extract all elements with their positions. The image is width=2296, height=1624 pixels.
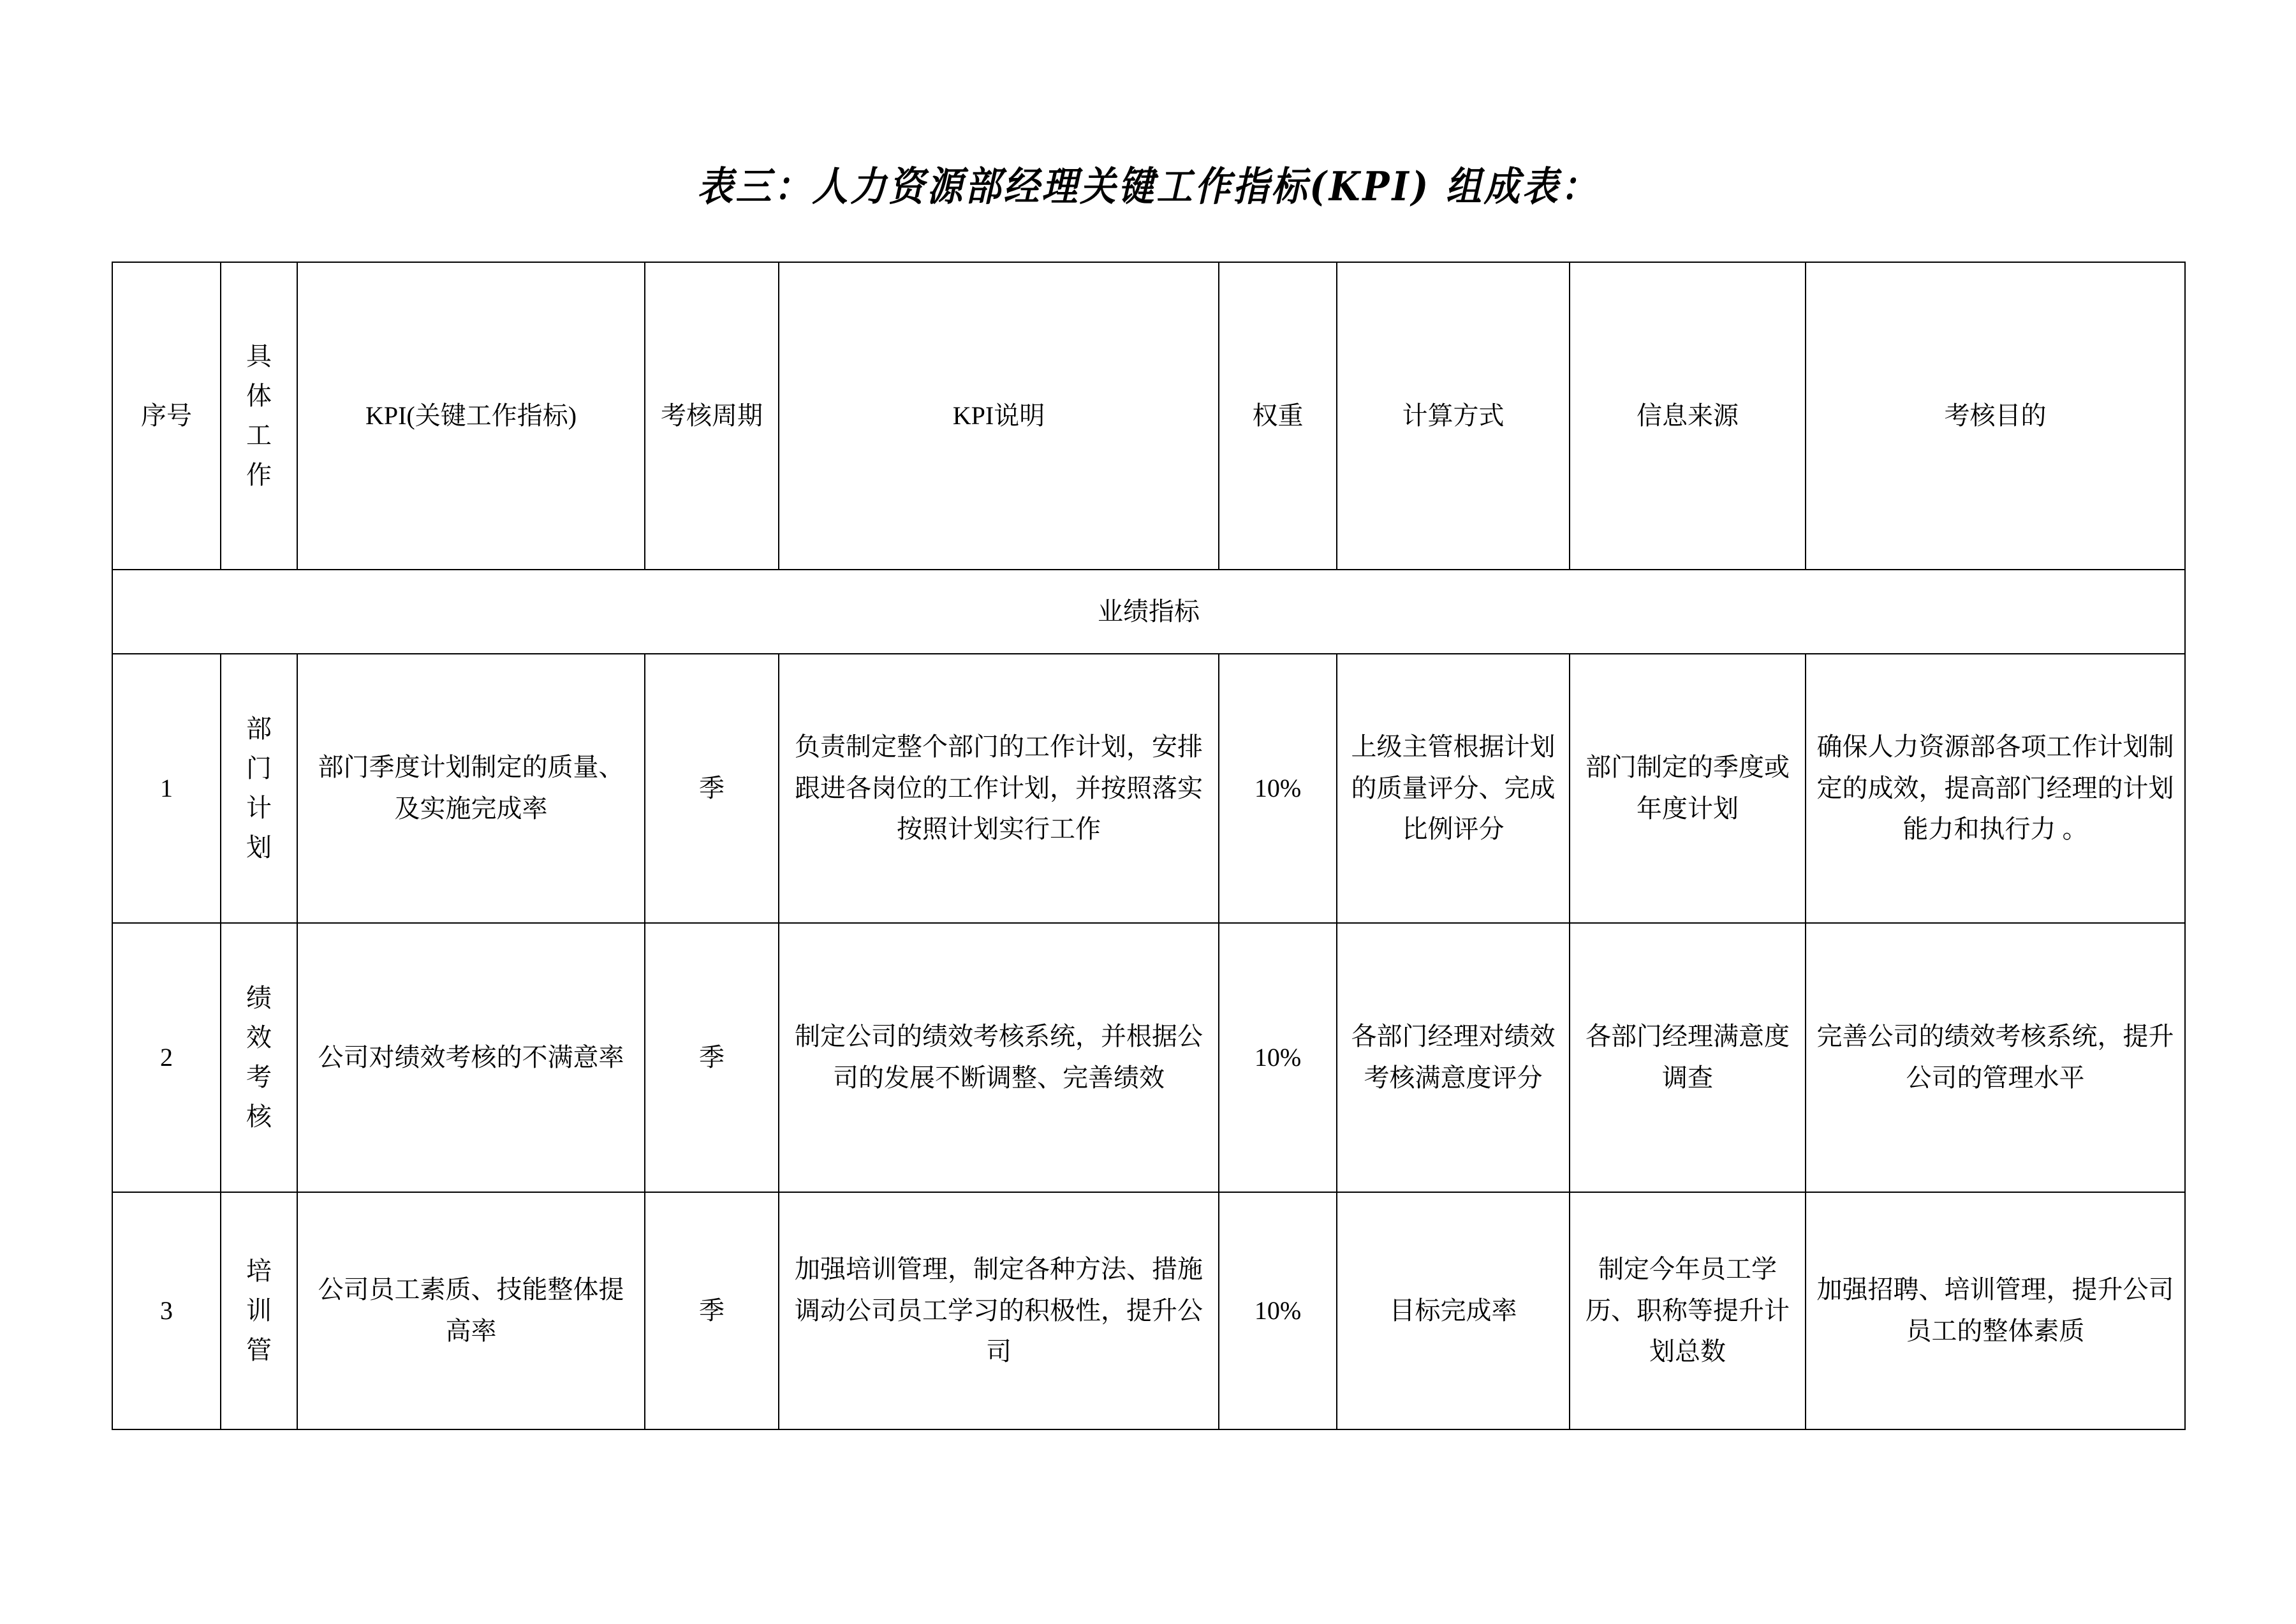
cell-weight: 10% [1219, 654, 1337, 923]
cell-work [221, 1192, 297, 1429]
cell-cycle: 季 [645, 1192, 779, 1429]
cell-purpose: 确保人力资源部各项工作计划制定的成效，提高部门经理的计划能力和执行力 。 [1806, 654, 2185, 923]
cell-source: 部门制定的季度或年度计划 [1570, 654, 1806, 923]
page-title: 表三：人力资源部经理关键工作指标(KPI) 组成表： [697, 163, 1599, 210]
cell-source: 制定今年员工学历、职称等提升计划总数 [1570, 1192, 1806, 1429]
vertical-char: 门 [246, 754, 272, 783]
vertical-char: 效 [246, 1023, 272, 1052]
cell-source: 各部门经理满意度调查 [1570, 923, 1806, 1192]
cell-no: 2 [112, 923, 221, 1192]
vertical-char: 具 [246, 342, 272, 371]
cell-no: 3 [112, 1192, 221, 1429]
table-row [112, 654, 2185, 923]
cell-cycle: 季 [645, 923, 779, 1192]
cell-kpi: 部门季度计划制定的质量、及实施完成率 [297, 654, 645, 923]
cell-kpi: 公司员工素质、技能整体提高率 [297, 1192, 645, 1429]
header-cycle: 考核周期 [645, 262, 779, 570]
kpi-table [112, 262, 2186, 1430]
cell-cycle: 季 [645, 654, 779, 923]
cell-work [221, 654, 297, 923]
vertical-char: 核 [246, 1102, 272, 1131]
cell-desc: 加强培训管理，制定各种方法、措施调动公司员工学习的积极性，提升公司 [779, 1192, 1219, 1429]
cell-calc: 目标完成率 [1337, 1192, 1570, 1429]
vertical-char: 划 [246, 833, 272, 862]
header-source: 信息来源 [1570, 262, 1806, 570]
vertical-char: 作 [246, 461, 272, 489]
header-work-vertical [230, 337, 288, 495]
vertical-char: 体 [246, 381, 272, 410]
vertical-char: 绩 [246, 984, 272, 1012]
header-purpose: 考核目的 [1806, 262, 2185, 570]
cell-purpose: 完善公司的绩效考核系统，提升公司的管理水平 [1806, 923, 2185, 1192]
cell-purpose: 加强招聘、培训管理，提升公司员工的整体素质 [1806, 1192, 2185, 1429]
vertical-char: 考 [246, 1063, 272, 1091]
cell-calc: 各部门经理对绩效考核满意度评分 [1337, 923, 1570, 1192]
cell-calc: 上级主管根据计划的质量评分、完成比例评分 [1337, 654, 1570, 923]
cell-weight: 10% [1219, 1192, 1337, 1429]
table-header-row [112, 262, 2185, 570]
section-band-row [112, 570, 2185, 654]
vertical-char: 培 [246, 1257, 272, 1285]
header-work [221, 262, 297, 570]
header-kpi: KPI(关键工作指标) [297, 262, 645, 570]
vertical-char: 部 [246, 714, 272, 743]
cell-desc: 负责制定整个部门的工作计划，安排跟进各岗位的工作计划，并按照落实按照计划实行工作 [779, 654, 1219, 923]
cell-no: 1 [112, 654, 221, 923]
header-weight: 权重 [1219, 262, 1337, 570]
section-band-label: 业绩指标 [112, 570, 2185, 654]
cell-weight: 10% [1219, 923, 1337, 1192]
cell-kpi: 公司对绩效考核的不满意率 [297, 923, 645, 1192]
table-row [112, 1192, 2185, 1429]
header-desc: KPI说明 [779, 262, 1219, 570]
vertical-char: 计 [246, 794, 272, 822]
header-no: 序号 [112, 262, 221, 570]
vertical-char: 管 [246, 1336, 272, 1364]
header-calc: 计算方式 [1337, 262, 1570, 570]
cell-work [221, 923, 297, 1192]
cell-desc: 制定公司的绩效考核系统，并根据公司的发展不断调整、完善绩效 [779, 923, 1219, 1192]
vertical-char: 工 [246, 421, 272, 450]
table-row [112, 923, 2185, 1192]
vertical-char: 训 [246, 1296, 272, 1325]
